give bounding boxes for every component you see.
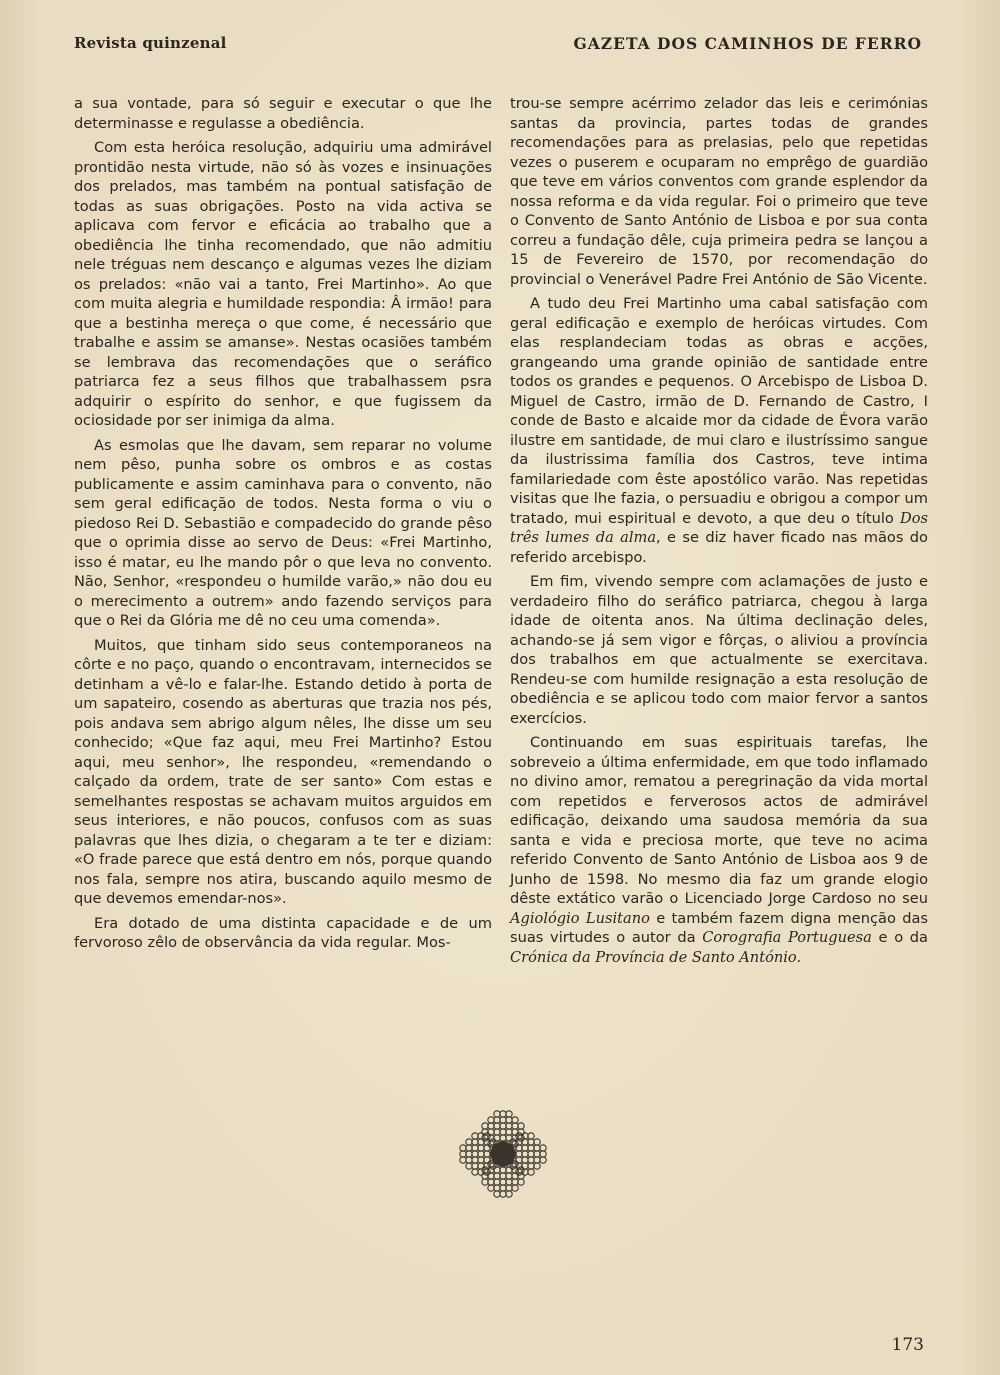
ornament-ring	[506, 1111, 512, 1117]
paragraph-text: , e se diz haver ficado nas mãos do referido arcebispo.	[510, 529, 928, 566]
ornament-ring	[482, 1123, 488, 1129]
paragraph: As esmolas que lhe davam, sem reparar no volume nem pêso, punha sobre os ombros e as costas publicamente e assim caminhava para o convento, não sem geral edificação de todos. Nesta forma o viu o piedoso Rei D. Sebastião e compadecido do grande pêso que o oprimia disse ao servo de Deus: «Frei Martinho, isso é matar, eu lhe mando pôr o que leva no convento. Não, Senhor, «respondeu o humilde varão,» não dou eu o merecimento a outrem» ando fazendo serviços para que o Rei da Glória me dê no ceu uma comenda».	[74, 436, 492, 629]
ornament-ring	[522, 1151, 528, 1157]
ornament-ring	[512, 1123, 518, 1129]
ornament-ring	[512, 1129, 518, 1135]
ornament-ring	[500, 1135, 506, 1141]
ornament-ring	[506, 1129, 512, 1135]
ornament-ring	[512, 1179, 518, 1185]
ornament-ring	[506, 1179, 512, 1185]
ornament-center	[491, 1142, 515, 1166]
book-title: Crónica da Província de Santo António.	[510, 948, 802, 966]
ornament-ring	[516, 1145, 522, 1151]
ornament-ring	[506, 1173, 512, 1179]
ornament-ring	[500, 1167, 506, 1173]
book-title: Agiológio Lusitano	[510, 909, 650, 927]
ornament-ring	[500, 1185, 506, 1191]
ornament-ring	[540, 1151, 546, 1157]
ornament-ring	[506, 1117, 512, 1123]
ornament-ring	[472, 1163, 478, 1169]
ornament-ring	[534, 1145, 540, 1151]
ornament-ring	[528, 1157, 534, 1163]
ornament-ring	[494, 1129, 500, 1135]
ornament-ring	[472, 1151, 478, 1157]
ornament-ring	[512, 1173, 518, 1179]
ornament-ring	[512, 1185, 518, 1191]
ornament-ring	[482, 1179, 488, 1185]
book-title: Corografia Portuguesa	[702, 929, 872, 946]
paragraph	[510, 733, 928, 967]
ornament-ring	[516, 1157, 522, 1163]
ornament-ring	[484, 1145, 490, 1151]
ornament-ring	[494, 1123, 500, 1129]
page-number: 173	[891, 1335, 924, 1355]
ornament-ring	[466, 1145, 472, 1151]
ornament-ring	[494, 1167, 500, 1173]
ornament-ring	[528, 1133, 534, 1139]
ornament-ring	[534, 1163, 540, 1169]
ornament-ring	[494, 1179, 500, 1185]
ornament-ring	[460, 1151, 466, 1157]
ornament-ring	[528, 1163, 534, 1169]
ornament-ring	[518, 1123, 524, 1129]
ornament-ring	[534, 1157, 540, 1163]
paragraph-text: Continuando em suas espirituais tarefas, lhe sobreveio a última enfermidade, em que todo inflamado no divino amor, rematou a peregrinação da vida mortal com repetidos e ferverosos actos de admirável edificação, deixando uma saudosa memória da sua santa e vida e preciosa morte, que teve no acima referido Convento de Santo António de Lisboa aos 9 de Junho de 1598. No mesmo dia faz um grande elogio dêste extático varão o Licenciado Jorge Cardoso no seu	[510, 734, 928, 907]
paragraph	[510, 294, 928, 567]
ornament-ring	[534, 1139, 540, 1145]
ornament-ring	[478, 1163, 484, 1169]
ornament-ring	[494, 1111, 500, 1117]
paragraph: a sua vontade, para só seguir e executar o que lhe determinasse e regulasse a obediência.	[74, 95, 492, 132]
ornament-ring	[484, 1151, 490, 1157]
ornament-ring	[528, 1151, 534, 1157]
ornament-ring	[466, 1157, 472, 1163]
ornament-ring	[472, 1169, 478, 1175]
ornament-ring	[466, 1151, 472, 1157]
ornament-ring	[506, 1191, 512, 1197]
ornament-ring	[488, 1179, 494, 1185]
paragraph: Muitos, que tinham sido seus contemporaneos na côrte e no paço, quando o encontravam, internecidos se detinham a vê-lo e falar-lhe. Estando detido à porta de um sapateiro, cosendo as aberturas que trazia nos pés, pois andava sem abrigo algum nêles, lhe disse um seu conhecido; «Que faz aqui, meu Frei Martinho? Estou aqui, meu senhor», lhe respondeu, «remendando o calçado da ordem, trate de ser santo» Com estas e semelhantes respostas se achavam muitos arguidos em seus interiores, e não poucos, confusos com as suas palavras que lhes dizia, o chegaram a te ter e diziam: «O frade parece que está dentro em nós, porque quando nos fala, sempre nos atira, buscando aquilo mesmo de que devemos emendar-nos».	[74, 636, 492, 907]
ornament-ring	[528, 1145, 534, 1151]
book-title: Dos três lumes da alma	[510, 509, 928, 546]
ornament-ring	[478, 1151, 484, 1157]
header-title: GAZETA DOS CAMINHOS DE FERRO	[573, 34, 922, 53]
ornament-ring	[478, 1157, 484, 1163]
ornament-ring	[506, 1135, 512, 1141]
ornament-ring	[478, 1139, 484, 1145]
ornament-ring	[488, 1173, 494, 1179]
ornament-ring	[472, 1157, 478, 1163]
ornament-ring	[534, 1151, 540, 1157]
ornament-ring	[500, 1117, 506, 1123]
ornament-ring	[500, 1173, 506, 1179]
ornament-ring	[522, 1145, 528, 1151]
ornament-ring	[488, 1123, 494, 1129]
ornament-ring	[506, 1185, 512, 1191]
ornament-ring	[460, 1157, 466, 1163]
running-head	[74, 34, 924, 56]
ornament-ring	[466, 1139, 472, 1145]
ornament-ring	[500, 1123, 506, 1129]
ornament-ring	[518, 1179, 524, 1185]
ornament-ring	[494, 1173, 500, 1179]
ornament-ring	[540, 1157, 546, 1163]
ornament-ring	[522, 1157, 528, 1163]
ornament-ring	[472, 1133, 478, 1139]
ornament-ring	[506, 1167, 512, 1173]
paragraph: trou-se sempre acérrimo zelador das leis e cerimónias santas da provincia, partes todas de grandes recomendações para as prelasias, pelo que repetidas vezes o puserem e ocuparam no emprêgo de guardião que teve em vários conventos com grande esplendor da nossa reforma e da vida regular. Foi o primeiro que teve o Convento de Santo António de Lisboa e por sua conta correu a fundação dêle, cuja primeira pedra se lançou a 15 de Fevereiro de 1570, por recomendação do provincial o Venerável Padre Frei António de São Vicente.	[510, 95, 928, 288]
left-column	[74, 94, 492, 958]
ornament-ring	[540, 1145, 546, 1151]
rosette-ornament	[459, 1110, 547, 1198]
ornament-ring	[494, 1185, 500, 1191]
paragraph-text: e também fazem digna menção das suas virtudes o autor da	[510, 909, 928, 946]
ornament-ring	[494, 1117, 500, 1123]
ornament-ring	[528, 1169, 534, 1175]
ornament-ring	[528, 1139, 534, 1145]
ornament-ring	[522, 1163, 528, 1169]
ornament-ring	[494, 1135, 500, 1141]
ornament-ring	[484, 1157, 490, 1163]
ornament-ring	[488, 1129, 494, 1135]
ornament-ring	[472, 1139, 478, 1145]
ornament-ring	[516, 1151, 522, 1157]
paragraph-text: A tudo deu Frei Martinho uma cabal satisfação com geral edificação e exemplo de heróicas virtudes. Com elas resplandeciam todas as obras e acções, grangeando uma grande opinião de santidade entre todos os grandes e pequenos. O Arcebispo de Lisboa D. Miguel de Castro, irmão de D. Fernando de Castro, I conde de Basto e alcaide mor da cidade de Évora varão ilustre em santidade, de mui claro e ilustríssimo sangue da ilustrissima família dos Castros, teve intima familariedade com êste apostólico varão. Nas repetidas visitas que lhe fazia, o persuadiu e obrigou a compor um tratado, mui espiritual e devoto, a que deu o título	[510, 295, 928, 527]
paragraph: Com esta heróica resolução, adquiriu uma admirável prontidão nesta virtude, não só às vozes e insinuações dos prelados, mas também na pontual satisfação de todas as suas obrigações. Posto na vida activa se aplicava com fervor e eficácia ao trabalho que a obediência lhe tinha recomendado, que não admitiu nele tréguas nem descanço e algumas vezes lhe diziam os prelados: «não vai a tanto, Frei Martinho». Ao que com muita alegria e humildade respondia: Â irmão! para que a bestinha mereça o que come, é necessário que trabalhe e assim se amanse». Nestas ocasiões também se lembrava das recomendações que o seráfico patriarca fez a seus filhos que trabalhassem psra adquirir o espírito do senhor, e que fugissem da ociosidade por ser inimiga da alma.	[74, 139, 492, 429]
paragraph: Em fim, vivendo sempre com aclamações de justo e verdadeiro filho do seráfico patriarca, chegou à larga idade de oitenta anos. Na última declinação deles, achando-se já sem vigor e fôrças, o aliviou a província dos trabalhos em que actualmente se exercitava. Rendeu-se com humilde resignação a esta resolução de obediência e se aplicou todo com maior fervor a santos exercícios.	[510, 573, 928, 727]
ornament-ring	[460, 1145, 466, 1151]
ornament-ring	[488, 1185, 494, 1191]
ornament-ring	[500, 1111, 506, 1117]
header-left: Revista quinzenal	[74, 34, 227, 52]
ornament-ring	[466, 1163, 472, 1169]
ornament-ring	[512, 1117, 518, 1123]
paragraph: Era dotado de uma distinta capacidade e de um fervoroso zêlo de observância da vida regular. Mos-	[74, 914, 492, 951]
ornament-ring	[500, 1129, 506, 1135]
ornament-ring	[500, 1179, 506, 1185]
ornament-ring	[488, 1117, 494, 1123]
right-column	[510, 94, 928, 972]
ornament-ring	[472, 1145, 478, 1151]
ornament-ring	[494, 1191, 500, 1197]
paragraph-text: e o da	[878, 929, 928, 946]
ornament-ring	[478, 1145, 484, 1151]
ornament-ring	[522, 1139, 528, 1145]
ornament-ring	[506, 1123, 512, 1129]
ornament-ring	[500, 1191, 506, 1197]
